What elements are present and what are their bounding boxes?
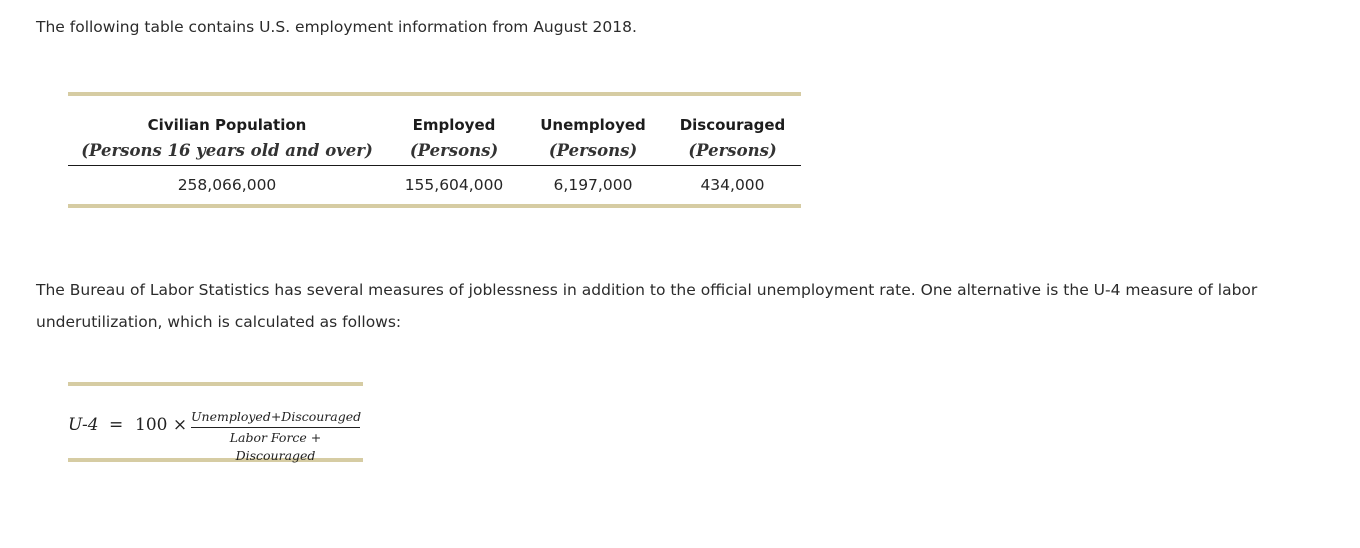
subheader-unemployed: (Persons) (522, 136, 664, 166)
cell-unemployed: 6,197,000 (553, 176, 633, 194)
u4-description: The Bureau of Labor Statistics has several measures of joblessness in addition to the official unemployment rate. One alternative is the U-4 measure of labor underutilization, which is calculated as follows: (36, 281, 1258, 331)
table-bottom-rule (68, 204, 801, 208)
table-subheader-row (68, 136, 801, 166)
formula-container (68, 382, 363, 462)
formula-lhs: U-4 (68, 415, 99, 435)
employment-table-container (68, 92, 801, 208)
u4-formula (68, 386, 363, 463)
cell-employed: 155,604,000 (404, 176, 504, 194)
header-unemployed: Unemployed (540, 116, 646, 134)
header-civilian-population: Civilian Population (147, 116, 307, 134)
subheader-discouraged: (Persons) (664, 136, 801, 166)
cell-civilian-population: 258,066,000 (177, 176, 277, 194)
formula-coefficient: 100 × (135, 415, 188, 435)
table-header-row (68, 96, 801, 136)
cell-discouraged: 434,000 (700, 176, 765, 194)
header-employed: Employed (412, 116, 496, 134)
subheader-civilian-population: (Persons 16 years old and over) (68, 136, 386, 166)
table-row (68, 166, 801, 205)
intro-text: The following table contains U.S. employment information from August 2018. (36, 18, 637, 36)
formula-denominator: Labor Force + Discouraged (229, 430, 322, 463)
header-discouraged: Discouraged (679, 116, 786, 134)
subheader-employed: (Persons) (386, 136, 522, 166)
employment-table (68, 96, 801, 204)
formula-equals: = (109, 415, 124, 435)
formula-fraction (191, 408, 360, 465)
formula-numerator: Unemployed+Discouraged (191, 408, 360, 428)
